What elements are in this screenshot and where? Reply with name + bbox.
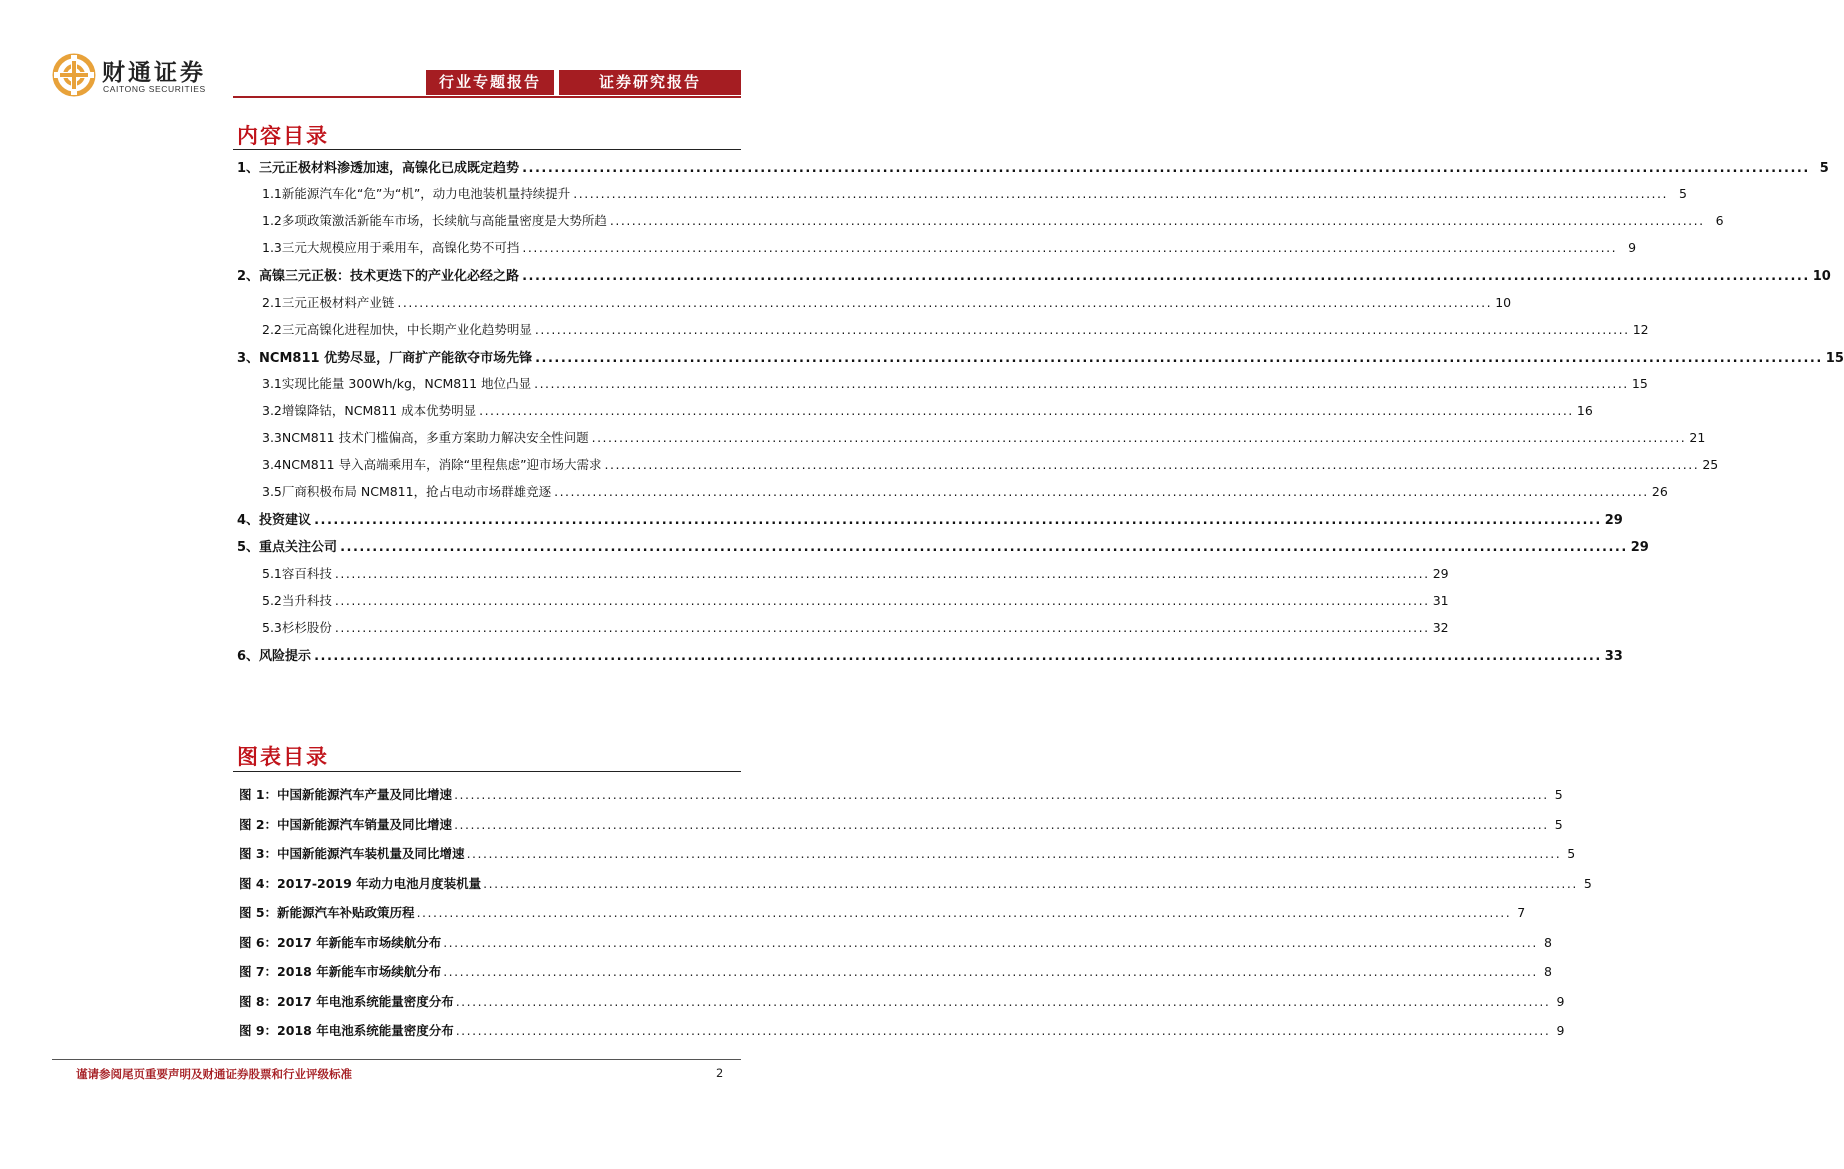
figure-entry-title: 图 4：2017-2019 年动力电池月度装机量 [239,875,482,891]
toc-entry-chapter[interactable] [237,347,1844,373]
figure-entry-title: 图 8：2017 年电池系统能量密度分布 [239,993,454,1009]
toc-dot-leader: ........................................................................................................................................................................................................ [522,240,1618,256]
toc-entry-title: 三元正极材料产业链 [281,294,395,310]
report-category-tab: 证券研究报告 [559,70,741,95]
figure-dot-leader: ........................................................................................................................................................................................................ [483,875,1578,891]
figure-list-entry[interactable] [239,962,1552,986]
toc-entry-title: 实现比能量 300Wh/kg，NCM811 地位凸显 [281,375,532,391]
toc-dot-leader: ........................................................................................................................................................................................................ [591,430,1687,445]
figure-entry-title: 图 9：2018 年电池系统能量密度分布 [239,1023,454,1038]
toc-entry-number: 2、 [237,269,260,285]
toc-entry-section[interactable] [262,455,1719,481]
figure-dot-leader: ........................................................................................................................................................................................................ [454,787,1549,802]
toc-entry-chapter[interactable] [237,157,1829,183]
toc-entry-title: 新能源汽车化“危”为“机”，动力电池装机量持续提升 [281,186,571,202]
toc-entry-section[interactable] [262,374,1648,400]
figure-list-entry[interactable] [239,992,1565,1016]
toc-entry-page: 9 [1628,240,1637,256]
caitong-logo-icon [52,53,96,97]
page-number: 2 [716,1066,724,1080]
figure-entry-page: 8 [1543,964,1552,979]
toc-entry-page: 33 [1604,648,1623,664]
toc-dot-leader: ........................................................................................................................................................................................................ [604,457,1700,473]
figure-list-entry[interactable] [239,903,1526,927]
toc-entry-number: 3.2 [262,402,282,418]
toc-entry-title: 容百科技 [281,565,332,581]
toc-entry-title: 三元高镍化进程加快，中长期产业化趋势明显 [281,321,532,337]
figure-dot-leader: ........................................................................................................................................................................................................ [443,964,1538,979]
figure-entry-page: 8 [1543,934,1552,950]
toc-title: 内容目录 [237,123,329,148]
header-divider [233,96,741,98]
figure-entry-page: 5 [1554,816,1563,832]
figure-list-entry[interactable] [239,874,1592,898]
figure-dot-leader: ........................................................................................................................................................................................................ [455,993,1551,1009]
figure-title-rule [233,771,741,772]
toc-entry-section[interactable] [262,564,1449,590]
toc-entry-page: 32 [1432,619,1449,635]
toc-dot-leader: ........................................................................................................................................................................................................ [522,161,1810,176]
toc-entry-number: 5.2 [262,592,282,608]
toc-entry-section[interactable] [262,482,1668,508]
toc-entry-title: 杉杉股份 [281,619,332,635]
toc-entry-number: 1、 [237,161,260,176]
toc-entry-chapter[interactable] [237,265,1831,291]
toc-entry-page: 10 [1812,269,1831,285]
figure-list-entry[interactable] [239,844,1576,868]
toc-entry-section[interactable] [262,428,1706,454]
toc-dot-leader: ........................................................................................................................................................................................................ [534,321,1630,337]
toc-entry-title: 高镍三元正极：技术更迭下的产业化必经之路 [259,269,520,285]
toc-entry-section[interactable] [262,238,1637,264]
toc-entry-page: 16 [1576,402,1593,418]
toc-entry-page: 21 [1689,430,1706,445]
figure-entry-page: 7 [1517,905,1526,920]
toc-entry-chapter[interactable] [237,536,1649,562]
toc-entry-number: 5、 [237,540,260,556]
toc-entry-number: 5.3 [262,619,282,635]
toc-entry-section[interactable] [262,618,1449,644]
toc-entry-title: NCM811 优势尽显，厂商扩产能欲夺市场先锋 [259,350,533,366]
figure-dot-leader: ........................................................................................................................................................................................................ [443,934,1538,950]
toc-entry-section[interactable] [262,320,1649,346]
toc-entry-number: 3.1 [262,375,282,391]
toc-entry-page: 5 [1819,161,1829,176]
toc-dot-leader: ........................................................................................................................................................................................................ [334,565,1430,581]
toc-entry-page: 15 [1825,350,1844,366]
toc-entry-number: 1.1 [262,186,282,202]
toc-entry-number: 3、 [237,350,260,366]
toc-dot-leader: ........................................................................................................................................................................................................ [554,484,1649,500]
toc-dot-leader: ........................................................................................................................................................................................................ [479,402,1574,418]
figure-entry-title: 图 7：2018 年新能车市场续航分布 [239,964,442,979]
figure-entry-title: 图 2：中国新能源汽车销量及同比增速 [239,816,453,832]
logo-english-name: CAITONG SECURITIES [103,84,206,94]
figure-list-title: 图表目录 [237,744,329,769]
figure-list-entry[interactable] [239,785,1563,809]
toc-entry-title: 投资建议 [259,513,312,529]
figure-list-entry[interactable] [239,1021,1565,1045]
toc-entry-title: 重点关注公司 [259,540,338,556]
toc-dot-leader: ........................................................................................................................................................................................................ [334,619,1430,635]
toc-entry-page: 15 [1631,375,1648,391]
footer-divider [52,1059,741,1060]
toc-entry-title: 当升科技 [281,592,332,608]
figure-dot-leader: ........................................................................................................................................................................................................ [416,905,1512,920]
toc-entry-chapter[interactable] [237,509,1623,535]
figure-entry-title: 图 5：新能源汽车补贴政策历程 [239,905,415,920]
toc-entry-chapter[interactable] [237,645,1623,671]
figure-entry-page: 9 [1556,993,1565,1009]
figure-entry-title: 图 3：中国新能源汽车装机量及同比增速 [239,846,465,861]
toc-entry-page: 29 [1604,513,1623,529]
figure-entry-page: 5 [1583,875,1592,891]
toc-entry-title: 风险提示 [259,648,312,664]
toc-entry-page: 29 [1630,540,1649,556]
toc-entry-page: 26 [1651,484,1668,500]
figure-dot-leader: ........................................................................................................................................................................................................ [466,846,1562,861]
toc-title-rule [233,149,741,150]
toc-entry-number: 6、 [237,648,260,664]
toc-entry-title: 三元大规模应用于乘用车，高镍化势不可挡 [281,240,520,256]
toc-entry-number: 5.1 [262,565,282,581]
toc-dot-leader: ........................................................................................................................................................................................................ [397,294,1493,310]
toc-entry-number: 3.3 [262,430,282,445]
toc-entry-page: 29 [1432,565,1449,581]
company-logo [52,53,222,97]
toc-entry-page: 6 [1715,213,1724,229]
toc-dot-leader: ........................................................................................................................................................................................................ [573,186,1668,202]
toc-entry-page: 12 [1632,321,1649,337]
toc-entry-number: 2.1 [262,294,282,310]
toc-dot-leader: ........................................................................................................................................................................................................ [334,592,1430,608]
toc-entry-page: 25 [1702,457,1719,473]
toc-entry-title: NCM811 技术门槛偏高，多重方案助力解决安全性问题 [281,430,589,445]
figure-entry-title: 图 1：中国新能源汽车产量及同比增速 [239,787,453,802]
figure-entry-page: 9 [1556,1023,1565,1038]
toc-entry-title: 多项政策激活新能车市场，长续航与高能量密度是大势所趋 [281,213,607,229]
toc-entry-page: 10 [1495,294,1512,310]
toc-entry-section[interactable] [262,293,1512,319]
figure-entry-title: 图 6：2017 年新能车市场续航分布 [239,934,442,950]
toc-dot-leader: ........................................................................................................................................................................................................ [314,513,1602,529]
toc-entry-section[interactable] [262,184,1687,210]
logo-chinese-name: 财通证券 [102,59,206,86]
toc-entry-section[interactable] [262,211,1724,237]
toc-entry-page: 5 [1679,186,1687,202]
toc-entry-section[interactable] [262,591,1449,617]
toc-entry-title: NCM811 导入高端乘用车，消除“里程焦虑”迎市场大需求 [281,457,602,473]
figure-entry-page: 5 [1567,846,1576,861]
toc-entry-section[interactable] [262,401,1593,427]
toc-entry-number: 1.2 [262,213,282,229]
figure-entry-page: 5 [1554,787,1563,802]
figure-dot-leader: ........................................................................................................................................................................................................ [455,1023,1551,1038]
toc-entry-title: 增镍降钴，NCM811 成本优势明显 [281,402,477,418]
toc-dot-leader: ........................................................................................................................................................................................................ [609,213,1705,229]
toc-entry-number: 2.2 [262,321,282,337]
toc-entry-title: 厂商积极布局 NCM811，抢占电动市场群雄竞逐 [281,484,552,500]
figure-list-entry[interactable] [239,815,1563,839]
toc-entry-number: 1.3 [262,240,282,256]
toc-entry-title: 三元正极材料渗透加速，高镍化已成既定趋势 [259,161,520,176]
toc-entry-number: 3.5 [262,484,282,500]
toc-entry-number: 4、 [237,513,260,529]
toc-dot-leader: ........................................................................................................................................................................................................ [340,540,1628,556]
footer-disclaimer[interactable]: 谨请参阅尾页重要声明及财通证券股票和行业评级标准 [76,1067,352,1081]
figure-list-entry[interactable] [239,933,1552,957]
toc-dot-leader: ........................................................................................................................................................................................................ [314,648,1602,664]
toc-dot-leader: ........................................................................................................................................................................................................ [535,350,1823,366]
toc-entry-page: 31 [1432,592,1449,608]
toc-entry-number: 3.4 [262,457,282,473]
toc-dot-leader: ........................................................................................................................................................................................................ [522,269,1810,285]
figure-dot-leader: ........................................................................................................................................................................................................ [454,816,1549,832]
toc-dot-leader: ........................................................................................................................................................................................................ [534,375,1629,391]
report-type-tab: 行业专题报告 [426,70,554,95]
